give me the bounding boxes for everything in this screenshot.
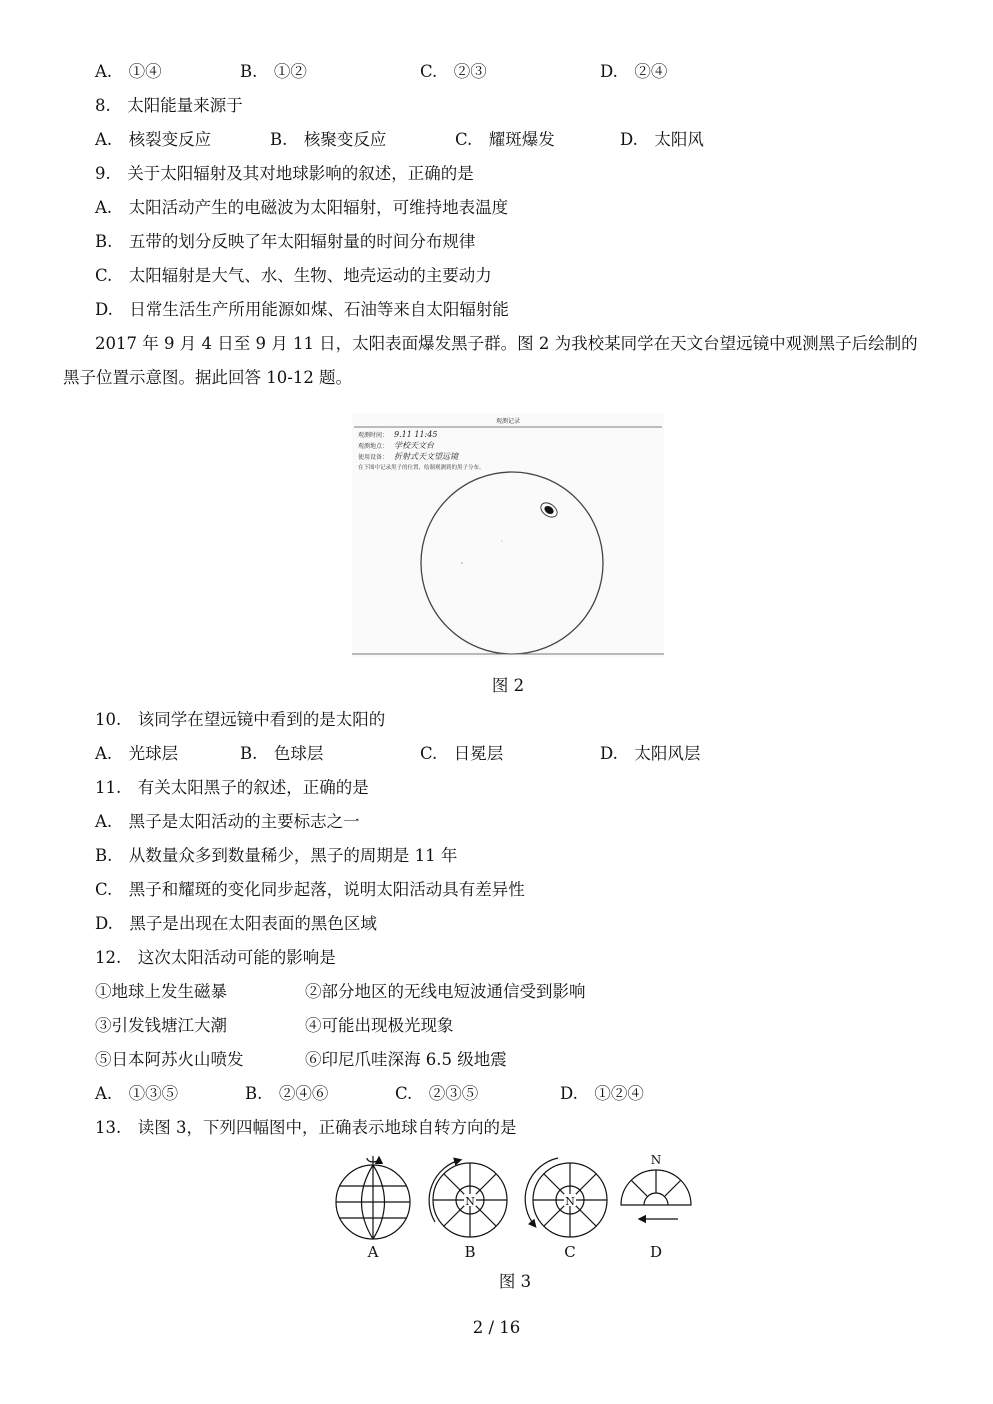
figure-2-observation-record [352,413,664,657]
q9-option-d: D. 日常生活生产所用能源如煤、石油等来自太阳辐射能 [95,300,509,319]
diagram-d-label: D [649,1243,663,1261]
diagram-b-north-label: N [465,1195,475,1208]
sunspot-drawing [352,413,664,657]
diagram-a-globe [336,1156,410,1239]
figure-2-caption: 图 2 [491,676,525,695]
q8-option-a: A. 核裂变反应 [95,130,212,149]
record-time-value: 9.11 11:45 [394,430,438,439]
diagram-d-north-label: N [650,1153,662,1167]
q11-option-b: B. 从数量众多到数量稀少，黑子的周期是 11 年 [95,846,458,865]
page-number: 2 / 16 [472,1318,521,1337]
q9-option-b: B. 五带的划分反映了年太阳辐射量的时间分布规律 [95,232,476,251]
q9-stem: 9. 关于太阳辐射及其对地球影响的叙述，正确的是 [95,164,474,183]
q12-option-b: B. ②④⑥ [245,1084,329,1103]
q7-option-d: D. ②④ [600,62,668,81]
q9-option-a: A. 太阳活动产生的电磁波为太阳辐射，可维持地表温度 [95,198,509,217]
q11-option-a: A. 黑子是太阳活动的主要标志之一 [95,812,360,831]
record-device-label: 使用设备： [358,454,389,461]
q12-item-6: ⑥印尼爪哇深海 6.5 级地震 [305,1050,507,1069]
diagram-a-label: A [367,1243,379,1261]
q9-option-c: C. 太阳辐射是大气、水、生物、地壳运动的主要动力 [95,266,492,285]
rotation-diagrams [330,1150,700,1265]
q10-option-c: C. 日冕层 [420,744,504,763]
passage-line-1: 2017 年 9 月 4 日至 9 月 11 日，太阳表面爆发黑子群。图 2 为我校某同学在天文台望远镜中观测黑子后绘制的 [95,334,918,353]
q11-stem: 11. 有关太阳黑子的叙述，正确的是 [95,778,369,797]
q12-option-c: C. ②③⑤ [395,1084,479,1103]
q12-item-4: ④可能出现极光现象 [305,1016,454,1035]
diagram-c-label: C [564,1243,576,1261]
q10-option-a: A. 光球层 [95,744,179,763]
q11-option-d: D. 黑子是出现在太阳表面的黑色区域 [95,914,377,933]
q12-option-a: A. ①③⑤ [95,1084,179,1103]
record-place-label: 观测地点： [358,443,389,450]
record-instruction: 在下图中记录黑子的位置，绘制观测到的黑子分布。 [358,465,485,471]
q12-item-2: ②部分地区的无线电短波通信受到影响 [305,982,586,1001]
q8-stem: 8. 太阳能量来源于 [95,96,243,115]
q12-item-1: ①地球上发生磁暴 [95,982,227,1001]
diagram-d-half-view [621,1170,691,1219]
q12-item-3: ③引发钱塘江大潮 [95,1016,227,1035]
q7-option-b: B. ①② [240,62,307,81]
figure-3-caption: 图 3 [498,1272,532,1291]
q8-option-b: B. 核聚变反应 [270,130,387,149]
diagram-c-north-label: N [565,1195,575,1208]
q13-stem: 13. 读图 3，下列四幅图中，正确表示地球自转方向的是 [95,1118,517,1137]
passage-line-2: 黑子位置示意图。据此回答 10-12 题。 [63,368,353,387]
record-header: 观测记录 [495,418,521,425]
q10-option-d: D. 太阳风层 [600,744,701,763]
q12-stem: 12. 这次太阳活动可能的影响是 [95,948,336,967]
record-device-value: 折射式天文望远镜 [394,452,458,461]
q8-option-d: D. 太阳风 [620,130,704,149]
q7-option-a: A. ①④ [95,62,162,81]
q12-item-5: ⑤日本阿苏火山喷发 [95,1050,244,1069]
figure-3-rotation-diagrams [330,1150,700,1265]
q10-stem: 10. 该同学在望远镜中看到的是太阳的 [95,710,386,729]
q12-option-d: D. ①②④ [560,1084,644,1103]
record-time-label: 观测时间： [358,432,389,439]
q8-option-c: C. 耀斑爆发 [455,130,555,149]
record-place-value: 学校天文台 [394,441,434,450]
q7-option-c: C. ②③ [420,62,487,81]
diagram-b-label: B [464,1243,476,1261]
q10-option-b: B. 色球层 [240,744,324,763]
q11-option-c: C. 黑子和耀斑的变化同步起落，说明太阳活动具有差异性 [95,880,525,899]
